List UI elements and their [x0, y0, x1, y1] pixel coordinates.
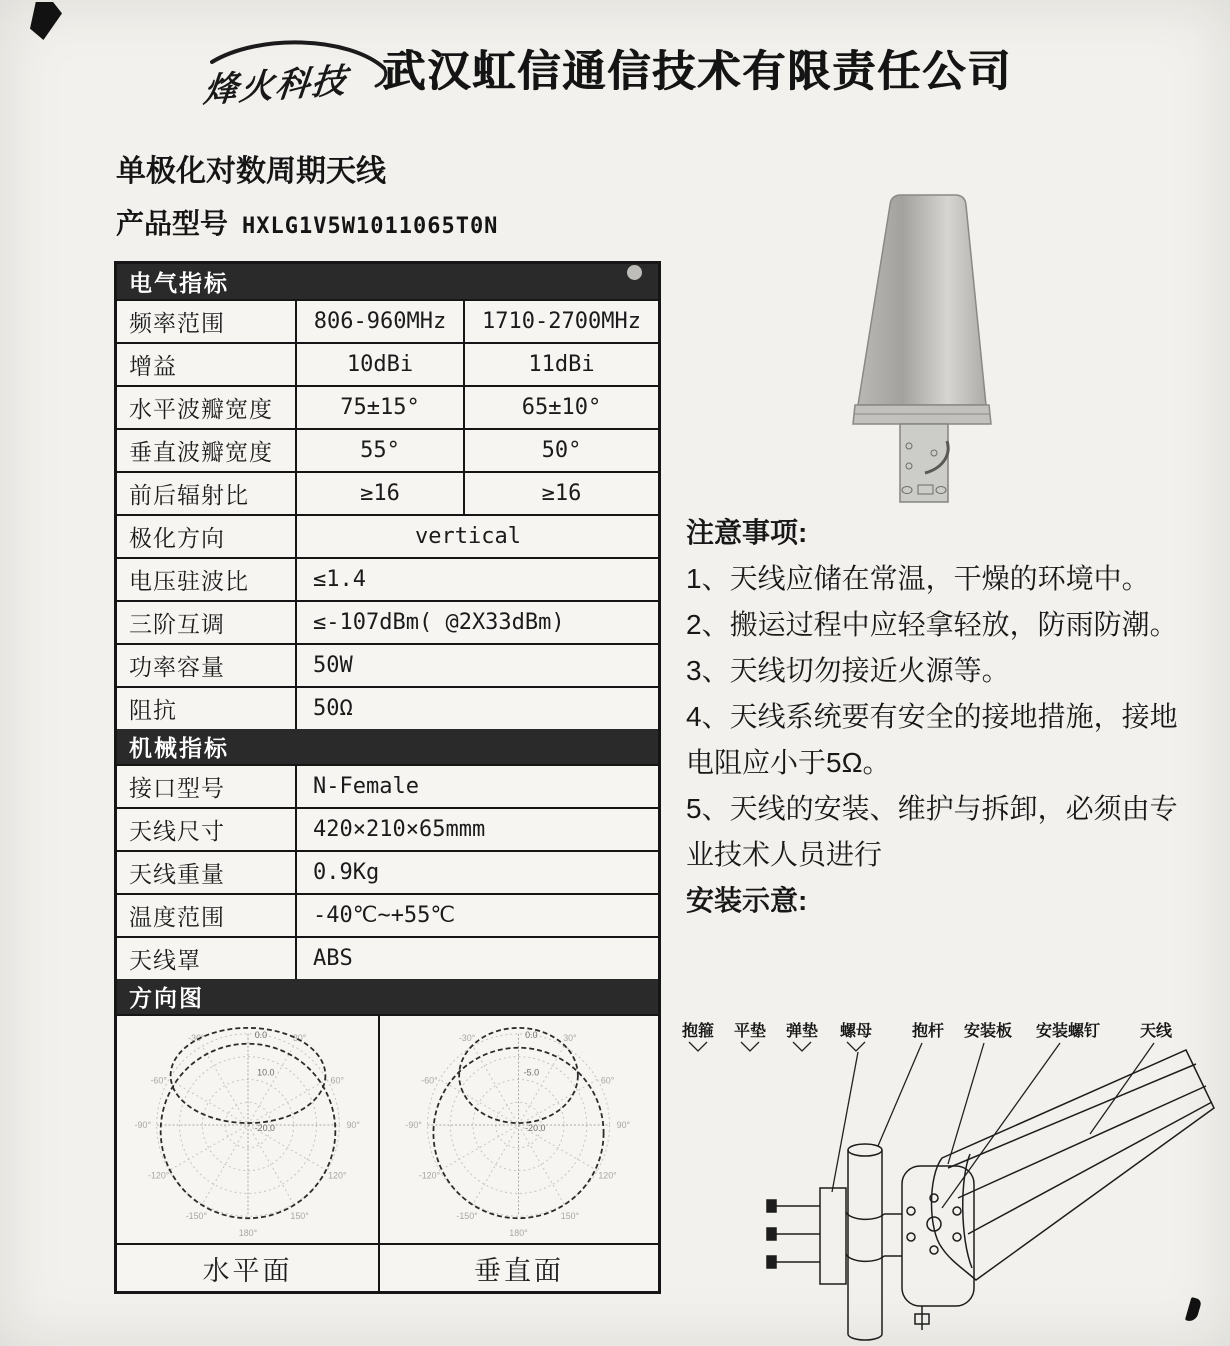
spec-value-band2: 1710-2700MHz: [482, 309, 641, 334]
installation-diagram: [670, 1016, 1230, 1346]
spec-label: 垂直波瓣宽度: [117, 430, 297, 471]
angle-label: 120°: [598, 1170, 617, 1181]
angle-label: 60°: [330, 1075, 345, 1086]
note-item: 4、天线系统要有安全的接地措施，接地电阻应小于5Ω。: [686, 701, 1178, 778]
polar-plot-vertical-svg: [380, 1016, 658, 1243]
part-label: 抱箍: [681, 1023, 715, 1040]
spec-value-band2: 65±10°: [521, 395, 602, 420]
spec-label: 接口型号: [117, 766, 297, 807]
spec-value-band2: 50°: [541, 438, 582, 463]
spec-value-band2: 11dBi: [528, 352, 595, 377]
angle-label: -120°: [418, 1170, 441, 1181]
table-row: [117, 385, 658, 428]
scan-artifact-dot: [627, 265, 642, 280]
angle-label: 180°: [509, 1228, 528, 1239]
part-label: 抱杆: [911, 1023, 945, 1040]
model-value: HXLG1V5W1011065T0N: [242, 214, 499, 239]
angle-label: 150°: [560, 1211, 580, 1222]
angle-label: -60°: [150, 1075, 167, 1086]
spec-label: 阻抗: [117, 688, 297, 729]
spec-value: 50Ω: [313, 696, 353, 721]
notes-section: [686, 510, 1186, 924]
table-row: [117, 643, 658, 686]
spec-label: 功率容量: [117, 645, 297, 686]
company-name: 武汉虹信通信技术有限责任公司: [382, 48, 1012, 96]
spec-label: 天线罩: [117, 938, 297, 979]
model-label: 产品型号: [116, 208, 229, 239]
angle-label: -90°: [405, 1120, 422, 1131]
spec-value: 0.9Kg: [313, 860, 380, 885]
table-row: [117, 686, 658, 729]
angle-label: 90°: [346, 1120, 360, 1131]
part-label: 平垫: [733, 1023, 767, 1040]
install-heading: 安装示意:: [686, 885, 808, 916]
part-label: 天线: [1139, 1023, 1173, 1040]
notes-heading: 注意事项:: [686, 517, 808, 548]
scale-label: 0.0: [525, 1029, 538, 1040]
caption-horizontal-plane: 水平面: [117, 1245, 380, 1291]
polar-plot-horizontal: [117, 1016, 380, 1243]
note-item: 5、天线的安装、维护与拆卸，必须由专业技术人员进行: [686, 793, 1178, 870]
table-row: [117, 471, 658, 514]
spec-label: 极化方向: [117, 516, 297, 557]
table-row: [117, 850, 658, 893]
product-title: 单极化对数周期天线: [116, 155, 386, 188]
table-row: [117, 807, 658, 850]
polar-plot-horizontal-svg: [117, 1016, 378, 1243]
part-label: 螺母: [839, 1023, 873, 1040]
spec-value: 420×210×65mmm: [313, 817, 486, 842]
section-header-electrical: [117, 264, 658, 299]
spec-value: N-Female: [313, 774, 419, 799]
spec-value-band1: 10dBi: [297, 344, 465, 385]
spec-value: 50W: [313, 653, 353, 678]
note-item: 3、天线切勿接近火源等。: [686, 655, 1010, 686]
spec-label: 前后辐射比: [117, 473, 297, 514]
logo-text: 烽火科技: [201, 61, 350, 111]
angle-label: 120°: [328, 1170, 347, 1181]
scan-artifact-corner: [30, 2, 62, 40]
spec-value-band1: 75±15°: [297, 387, 465, 428]
caption-vertical-plane: 垂直面: [474, 1255, 564, 1286]
angle-label: -150°: [456, 1211, 478, 1222]
table-row: [117, 514, 658, 557]
angle-label: 30°: [292, 1032, 307, 1043]
spec-value-band1: 806-960MHz: [297, 301, 465, 342]
table-row: [117, 342, 658, 385]
scale-label: -5.0: [523, 1067, 540, 1078]
section-header-label: 电气指标: [129, 270, 229, 296]
angle-label: -120°: [147, 1170, 170, 1181]
spec-label: 水平波瓣宽度: [117, 387, 297, 428]
spec-value-band1: ≥16: [297, 473, 465, 514]
spec-label: 温度范围: [117, 895, 297, 936]
radiation-pattern-plots: [117, 1014, 658, 1243]
table-row: [117, 764, 658, 807]
angle-label: -60°: [421, 1075, 438, 1086]
spec-label: 电压驻波比: [117, 559, 297, 600]
angle-label: 90°: [616, 1120, 631, 1131]
spec-table: [114, 261, 661, 1294]
table-row: [117, 299, 658, 342]
spec-value-band1: 55°: [297, 430, 465, 471]
angle-label: 150°: [290, 1211, 309, 1222]
part-label: 安装螺钉: [1035, 1023, 1101, 1040]
angle-label: -150°: [185, 1211, 208, 1222]
polar-plot-vertical: [380, 1016, 658, 1243]
note-item: 2、搬运过程中应轻拿轻放，防雨防潮。: [686, 609, 1178, 640]
scale-label: -20.0: [254, 1122, 276, 1133]
part-label: 安装板: [963, 1023, 1013, 1040]
angle-label: -30°: [458, 1032, 476, 1043]
table-row: [117, 936, 658, 979]
angle-label: 180°: [238, 1228, 258, 1239]
leader-lines: [689, 1042, 1154, 1208]
spec-label: 频率范围: [117, 301, 297, 342]
pattern-captions: [117, 1243, 658, 1291]
section-header-pattern: [117, 979, 658, 1014]
product-model-line: [116, 202, 498, 242]
spec-label: 天线尺寸: [117, 809, 297, 850]
antenna-product-image: [828, 183, 1128, 513]
spec-value: ≤-107dBm( @2X33dBm): [313, 610, 565, 635]
section-header-mechanical: [117, 729, 658, 764]
radome-shape: [858, 195, 986, 405]
note-item: 1、天线应储在常温，干燥的环境中。: [686, 563, 1150, 594]
scale-label: 10.0: [257, 1067, 275, 1078]
scale-label: -20.0: [525, 1122, 546, 1133]
angle-label: -90°: [134, 1120, 152, 1131]
spec-label: 三阶互调: [117, 602, 297, 643]
table-row: [117, 428, 658, 471]
table-row: [117, 600, 658, 643]
spec-label: 天线重量: [117, 852, 297, 893]
angle-label: -30°: [188, 1032, 205, 1043]
scale-label: 0.0: [254, 1029, 268, 1040]
part-label: 弹垫: [785, 1023, 819, 1040]
angle-label: 60°: [600, 1075, 615, 1086]
company-logo: [198, 30, 398, 120]
table-row: [117, 893, 658, 936]
spec-label: 增益: [117, 344, 297, 385]
section-header-label: 方向图: [129, 985, 204, 1011]
pole-drawing: [848, 1144, 882, 1340]
spec-value: ≤1.4: [313, 567, 366, 592]
spec-value-band2: ≥16: [541, 481, 582, 506]
angle-label: 30°: [563, 1032, 577, 1043]
section-header-label: 机械指标: [129, 735, 229, 761]
spec-value: -40℃~+55℃: [313, 903, 456, 928]
spec-value: vertical: [415, 524, 521, 549]
table-row: [117, 557, 658, 600]
spec-value: ABS: [313, 946, 353, 971]
